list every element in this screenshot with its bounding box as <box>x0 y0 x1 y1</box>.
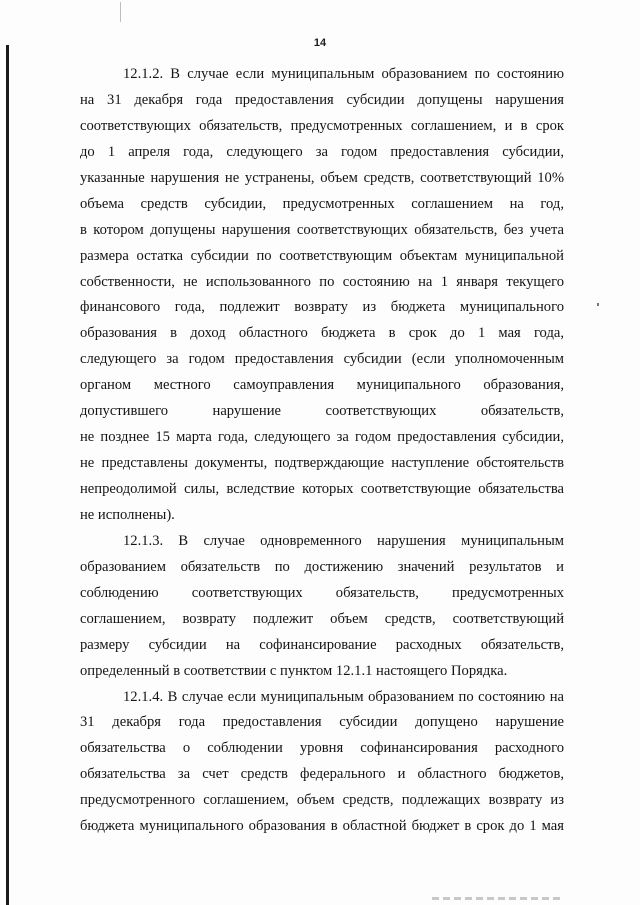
text-line: соблюдению соответствующих обязательств, предусмотренных <box>80 584 564 601</box>
scan-artifact-marks <box>432 897 560 900</box>
text-line: бюджета муниципального образования в областной бюджет в срок до 1 мая <box>80 818 564 835</box>
page-number: 14 <box>313 37 327 49</box>
text-line: не исполнены). <box>80 506 175 523</box>
text-line: в котором допущены нарушения соответствующих обязательств, без учета <box>80 221 564 238</box>
text-line: непреодолимой силы, вследствие которых соответствующие обязательства <box>80 481 564 497</box>
text-line: до 1 апреля года, следующего за годом предоставления субсидии, <box>80 143 564 160</box>
text-line: определенный в соответствии с пунктом 12.1.1 настоящего Порядка. <box>80 662 508 679</box>
body-text <box>80 62 564 840</box>
text-line: образования в доход областного бюджета в срок до 1 мая года, <box>80 325 564 342</box>
text-line: размеру субсидии на софинансирование расходных обязательств, <box>80 636 564 653</box>
scan-margin-mark <box>120 2 121 22</box>
scan-binding-edge <box>6 45 9 905</box>
text-line: размера остатка субсидии по соответствующим объектам муниципальной <box>80 247 564 264</box>
text-line: соответствующих обязательств, предусмотренных соглашением, и в срок <box>80 117 564 134</box>
text-line: органом местного самоуправления муниципального образования, <box>80 377 564 394</box>
text-line: допустившего нарушение соответствующих обязательств, <box>80 403 564 420</box>
text-line: не позднее 15 марта года, следующего за годом предоставления субсидии, <box>80 429 564 446</box>
text-line: предусмотренного соглашением, объем средств, подлежащих возврату из <box>80 792 564 809</box>
text-line: 12.1.3. В случае одновременного нарушения муниципальным <box>123 532 564 549</box>
text-line: на 31 декабря года предоставления субсидии допущены нарушения <box>80 91 564 108</box>
text-line: обязательства за счет средств федерального и областного бюджетов, <box>80 766 564 783</box>
text-line: 31 декабря года предоставления субсидии допущено нарушение <box>80 714 564 731</box>
text-line: 12.1.2. В случае если муниципальным образованием по состоянию <box>123 66 564 82</box>
text-line: следующего за годом предоставления субсидии (если уполномоченным <box>80 351 564 368</box>
text-line: собственности, не использованного по состоянию на 1 января текущего <box>80 273 564 290</box>
text-line: объема средств субсидии, предусмотренных соглашением на год, <box>80 195 564 212</box>
text-line: образованием обязательств по достижению значений результатов и <box>80 558 564 575</box>
text-line: 12.1.4. В случае если муниципальным образованием по состоянию на <box>123 688 564 705</box>
text-line: обязательства о соблюдении уровня софинансирования расходного <box>80 740 564 757</box>
text-line: указанные нарушения не устранены, объем средств, соответствующий 10% <box>80 169 564 186</box>
text-line: соглашением, возврату подлежит объем средств, соответствующий <box>80 610 564 627</box>
scan-artifact-dot <box>597 303 599 306</box>
text-line: не представлены документы, подтверждающие наступление обстоятельств <box>80 455 564 472</box>
text-line: финансового года, подлежит возврату из бюджета муниципального <box>80 299 564 316</box>
